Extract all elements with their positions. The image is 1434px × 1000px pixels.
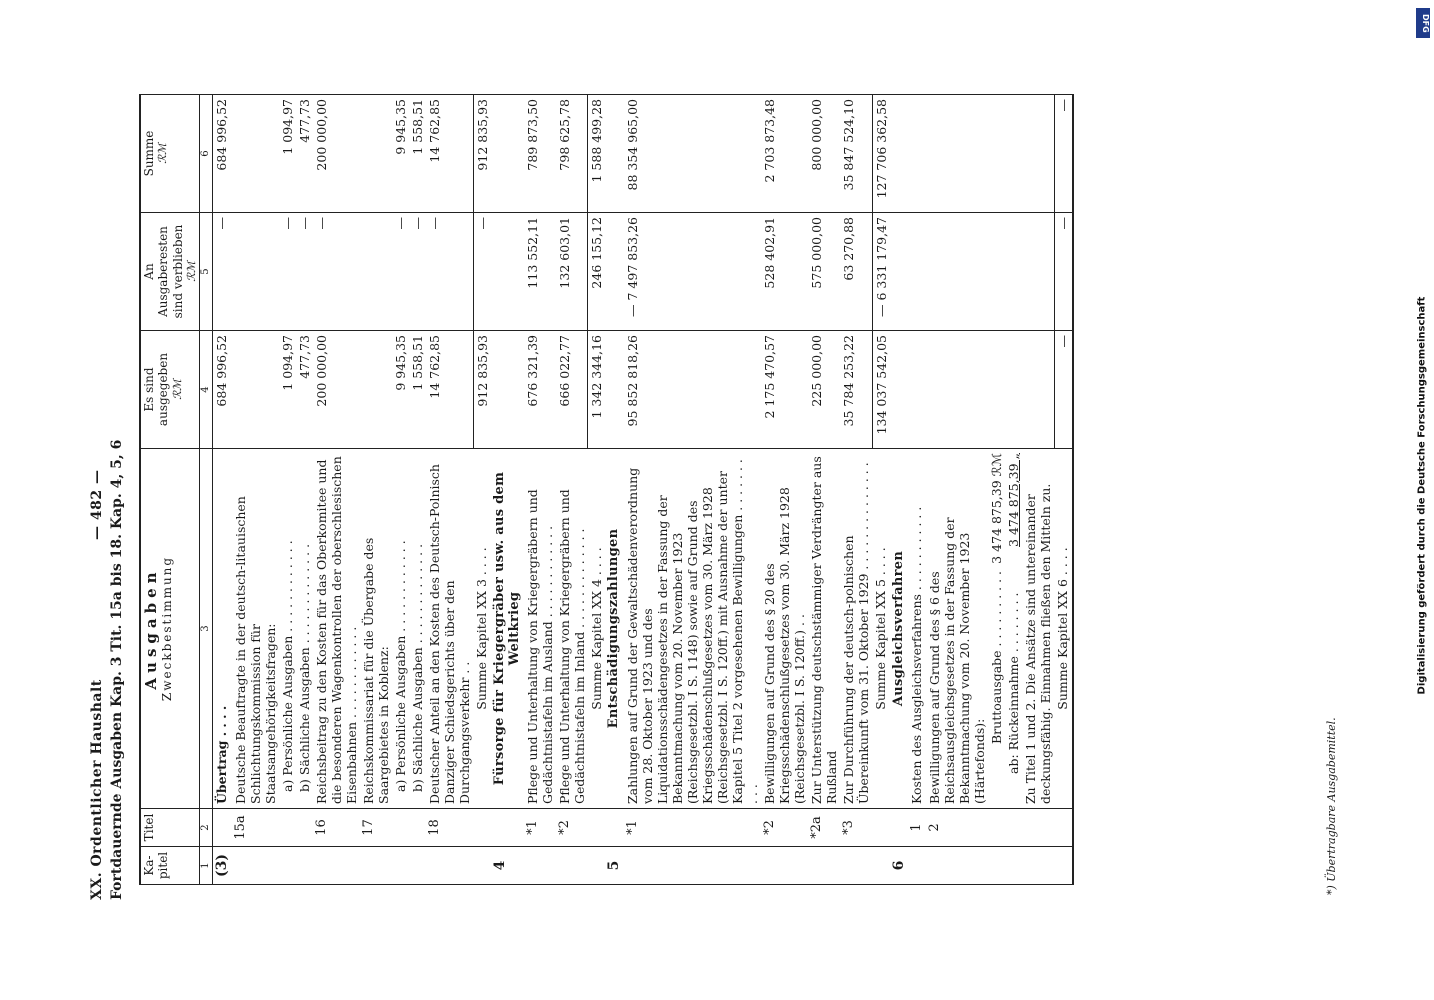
sum-label: Summe Kapitel XX 4 . . . . — [588, 449, 606, 809]
ausgegeben-cell: 477,73 — [296, 331, 313, 449]
summe-cell: 200 000,00 — [313, 95, 360, 213]
rueck-value: 3 474 875,39 „ — [1006, 453, 1022, 547]
titel-cell — [491, 809, 524, 847]
table-row — [232, 95, 279, 885]
summe-cell: 477,73 — [296, 95, 313, 213]
col-num: 5 — [200, 213, 213, 331]
titel-cell: 16 — [313, 809, 360, 847]
kapitel-cell — [360, 847, 392, 885]
table-row — [296, 95, 313, 885]
ausgabereste-cell: — — [473, 213, 491, 331]
ausgabereste-cell: — 6 331 179,47 — [872, 213, 890, 331]
chapter-heading: Entschädigungszahlungen — [605, 449, 624, 809]
rueck-label: ab: Rückeinnahme . . . . . . . . — [1006, 592, 1022, 774]
sum-row — [1054, 95, 1073, 885]
ausgabereste-cell: — — [409, 213, 426, 331]
titel-cell — [473, 809, 491, 847]
summe-cell: 912 835,93 — [473, 95, 491, 213]
kapitel-cell: (3) — [213, 847, 232, 885]
summe-cell: 1 094,97 — [279, 95, 296, 213]
table-row — [808, 95, 840, 885]
ausgegeben-cell — [232, 331, 279, 449]
header-line-2: Fortdauernde Ausgaben Kap. 3 Tit. 15a bis 18. Kap. 4, 5, 6 — [109, 439, 125, 900]
sum-row — [473, 95, 491, 885]
summe-cell: 684 996,52 — [213, 95, 232, 213]
ausgegeben-cell: 912 835,93 — [473, 331, 491, 449]
ausgabereste-cell — [1005, 213, 1022, 331]
ausgabereste-cell — [360, 213, 392, 331]
titel-cell: 17 — [360, 809, 392, 847]
summe-cell — [232, 95, 279, 213]
kapitel-cell — [761, 847, 808, 885]
deckung-note: Zu Titel 1 und 2. Die Ansätze sind untereinander deckungsfähig. Einnahmen fließen den Mitteln zu. — [1022, 449, 1054, 809]
col-num: 4 — [200, 331, 213, 449]
ausgabereste-cell: — 7 497 853,26 — [624, 213, 761, 331]
sum-label: Summe Kapitel XX 3 . . . . — [473, 449, 491, 809]
col-summe-label: Summe — [142, 130, 156, 177]
summe-cell — [926, 95, 988, 213]
kapitel-cell: 6 — [890, 847, 909, 885]
summe-cell: 88 354 965,00 — [624, 95, 761, 213]
titel-cell: *2 — [761, 809, 808, 847]
ausgegeben-cell: 200 000,00 — [313, 331, 360, 449]
titel-cell — [279, 809, 296, 847]
table-row — [524, 95, 556, 885]
ausgabereste-cell: 528 402,91 — [761, 213, 808, 331]
chapter-heading-row — [890, 95, 909, 885]
kapitel-cell — [808, 847, 840, 885]
titel-cell — [409, 809, 426, 847]
kapitel-cell — [279, 847, 296, 885]
rueck-cell — [1005, 449, 1022, 809]
side-credit — [1412, 10, 1432, 990]
ausgegeben-cell: 1 094,97 — [279, 331, 296, 449]
header-line-1 — [89, 100, 106, 900]
ausgabereste-cell: — — [213, 213, 232, 331]
brutto-label: Bruttoausgabe . . . . . . . . . . — [989, 570, 1005, 744]
col-ausgegeben-unit: ℛℳ — [170, 379, 184, 400]
summe-cell — [890, 95, 909, 213]
ausgabereste-cell: 246 155,12 — [588, 213, 606, 331]
table-row — [213, 95, 232, 885]
titel-cell — [872, 809, 890, 847]
kapitel-cell — [926, 847, 988, 885]
ausgabereste-cell — [988, 213, 1005, 331]
titel-cell: *2 — [556, 809, 588, 847]
table-row — [279, 95, 296, 885]
table-row — [556, 95, 588, 885]
ausgegeben-cell — [1005, 331, 1022, 449]
kapitel-cell — [840, 847, 872, 885]
summe-cell — [605, 95, 624, 213]
summe-cell: 9 945,35 — [392, 95, 409, 213]
description-cell: a) Persönliche Ausgaben . . . . . . . . . . . . — [392, 449, 409, 809]
table-row — [360, 95, 392, 885]
summe-cell: 1 558,51 — [409, 95, 426, 213]
description-cell: Bewilligungen auf Grund des § 20 des Kriegsschädenschlußgesetzes vom 30. März 1928 (Reichsgesetzbl. I S. 120ff.) . . — [761, 449, 808, 809]
rueck-row — [1005, 95, 1022, 885]
titel-cell — [213, 809, 232, 847]
summe-cell — [908, 95, 926, 213]
ausgabereste-cell: — — [426, 213, 473, 331]
summe-cell: 14 762,85 — [426, 95, 473, 213]
footnote: *) Übertragbare Ausgabemittel. — [1325, 717, 1338, 895]
kapitel-cell: 4 — [491, 847, 524, 885]
table-row — [409, 95, 426, 885]
kapitel-cell — [409, 847, 426, 885]
note-row — [1022, 95, 1054, 885]
table-row — [840, 95, 872, 885]
titel-cell — [605, 809, 624, 847]
kapitel-cell — [1054, 847, 1073, 885]
col-ausgegeben-label: Es sind ausgegeben — [142, 352, 171, 427]
kapitel-cell — [588, 847, 606, 885]
sum-row — [588, 95, 606, 885]
table-row — [624, 95, 761, 885]
kapitel-cell — [872, 847, 890, 885]
description-cell: Zur Durchführung der deutsch-polnischen Übereinkunft vom 31. Oktober 1929 . . . . . . . . . . . . . . — [840, 449, 872, 809]
titel-cell: *3 — [840, 809, 872, 847]
titel-cell — [890, 809, 909, 847]
chapter-heading: Ausgleichsverfahren — [890, 449, 909, 809]
kapitel-cell — [908, 847, 926, 885]
titel-cell: *1 — [524, 809, 556, 847]
table-row — [761, 95, 808, 885]
col-ausgegeben — [140, 331, 200, 449]
description-cell: Deutsche Beauftragte in der deutsch-litauischen Schlichtungskommission für Staatsangehörigkeitsfragen: — [232, 449, 279, 809]
ausgegeben-cell: 684 996,52 — [213, 331, 232, 449]
ausgabereste-cell — [232, 213, 279, 331]
chapter-heading-row — [491, 95, 524, 885]
col-num: 3 — [200, 449, 213, 809]
summe-cell — [1022, 95, 1054, 213]
kapitel-cell — [473, 847, 491, 885]
ausgegeben-cell: 676 321,39 — [524, 331, 556, 449]
ausgabereste-cell: 132 603,01 — [556, 213, 588, 331]
summe-cell: 789 873,50 — [524, 95, 556, 213]
ausgegeben-cell: 35 784 253,22 — [840, 331, 872, 449]
ausgegeben-cell: 2 175 470,57 — [761, 331, 808, 449]
col-num: 6 — [200, 95, 213, 213]
col-kapitel: Ka-pitel — [140, 847, 200, 885]
titel-cell: 1 — [908, 809, 926, 847]
table-row — [926, 95, 988, 885]
col-summe — [140, 95, 200, 213]
summe-cell — [1005, 95, 1022, 213]
summe-cell: 127 706 362,58 — [872, 95, 890, 213]
description-cell: a) Persönliche Ausgaben . . . . . . . . . . . . — [279, 449, 296, 809]
table-row — [313, 95, 360, 885]
ausgabereste-cell — [926, 213, 988, 331]
ausgegeben-cell: 95 852 818,26 — [624, 331, 761, 449]
ausgabereste-cell: — — [313, 213, 360, 331]
ausgegeben-cell — [360, 331, 392, 449]
ausgegeben-cell: 9 945,35 — [392, 331, 409, 449]
col-titel: Titel — [140, 809, 200, 847]
description-cell: Pflege und Unterhaltung von Kriegergräbern und Gedächtnistafeln im Ausland . . . . . . . . . . . . — [524, 449, 556, 809]
chapter-heading-row — [605, 95, 624, 885]
summe-cell: 800 000,00 — [808, 95, 840, 213]
titel-cell: *1 — [624, 809, 761, 847]
ausgegeben-cell — [491, 331, 524, 449]
ausgabereste-cell: — — [1054, 213, 1073, 331]
ausgegeben-cell: 1 558,51 — [409, 331, 426, 449]
ausgabereste-cell — [908, 213, 926, 331]
budget-table — [139, 94, 1074, 885]
ausgegeben-cell — [988, 331, 1005, 449]
kapitel-cell — [556, 847, 588, 885]
description-cell: Zur Unterstützung deutschstämmiger Verdrängter aus Rußland — [808, 449, 840, 809]
ausgegeben-cell: 14 762,85 — [426, 331, 473, 449]
ausgegeben-cell: 134 037 542,05 — [872, 331, 890, 449]
col-ausgabereste-label: An Ausgaberesten sind verblieben — [142, 224, 185, 319]
col-summe-unit: ℛℳ — [156, 143, 170, 164]
kapitel-cell — [1022, 847, 1054, 885]
col-num: 1 — [200, 847, 213, 885]
table-row — [426, 95, 473, 885]
page-number: — 482 — — [89, 469, 105, 540]
summe-cell: — — [1054, 95, 1073, 213]
titel-cell: 18 — [426, 809, 473, 847]
dfg-logo: DFG — [1416, 8, 1430, 38]
ausgabereste-cell — [605, 213, 624, 331]
ausgabereste-cell: — — [392, 213, 409, 331]
kapitel-cell — [624, 847, 761, 885]
col-ausgaben — [140, 449, 200, 809]
ausgegeben-cell — [605, 331, 624, 449]
chapter-heading: Fürsorge für Kriegergräber usw. aus dem Weltkrieg — [491, 449, 524, 809]
brutto-value: 3 474 875,39 ℛℳ — [989, 453, 1005, 564]
kapitel-cell — [988, 847, 1005, 885]
col-num: 2 — [200, 809, 213, 847]
kapitel-cell — [392, 847, 409, 885]
table-row — [908, 95, 926, 885]
description-cell: Reichskommissariat für die Übergabe des Saargebietes in Koblenz: — [360, 449, 392, 809]
sum-label: Summe Kapitel XX 5 . . . . — [872, 449, 890, 809]
description-cell: Pflege und Unterhaltung von Kriegergräbern und Gedächtnistafeln im Inland . . . . . . . . . . . . . — [556, 449, 588, 809]
ausgegeben-cell: 666 022,77 — [556, 331, 588, 449]
titel-cell — [392, 809, 409, 847]
col-ausgabereste-unit: ℛℳ — [185, 261, 199, 282]
description-cell: Reichsbeitrag zu den Kosten für das Oberkomitee und die besonderen Wagenkontrollen der oberschlesischen Eisenbahnen . . . . . . . . . . . . — [313, 449, 360, 809]
description-cell: b) Sächliche Ausgaben . . . . . . . . . . . . . — [409, 449, 426, 809]
brutto-cell — [988, 449, 1005, 809]
summe-cell — [360, 95, 392, 213]
summe-cell: 798 625,78 — [556, 95, 588, 213]
kapitel-cell — [426, 847, 473, 885]
description-cell: Bewilligungen auf Grund des § 6 des Reichsausgleichsgesetzes in der Fassung der Bekanntmachung vom 20. November 1923 (Härtefonds): — [926, 449, 988, 809]
kapitel-cell — [296, 847, 313, 885]
summe-cell: 35 847 524,10 — [840, 95, 872, 213]
table-header-row — [140, 95, 200, 885]
ausgegeben-cell: 225 000,00 — [808, 331, 840, 449]
titel-cell: 15a — [232, 809, 279, 847]
titel-cell — [1022, 809, 1054, 847]
description-cell: Kosten des Ausgleichsverfahrens . . . . . . . . . . . — [908, 449, 926, 809]
description-cell: Zahlungen auf Grund der Gewaltschädenverordnung vom 28. Oktober 1923 und des Liquidationsschädengesetzes in der Fassung der Bekanntmachung vom 20. November 1923 (Reichsgesetzbl. I S. 1148) sowie auf Grund des Kriegsschädenschlußgesetzes vom 30. März 1928 (Reichsgesetzbl. I S. 120ff.) mit Ausnahme der unter Kapitel 5 Titel 2 vorgesehenen Bewilligungen . . . . . . . . . . — [624, 449, 761, 809]
ausgegeben-cell: 1 342 344,16 — [588, 331, 606, 449]
ausgegeben-cell: — — [1054, 331, 1073, 449]
table-row — [392, 95, 409, 885]
brutto-row — [988, 95, 1005, 885]
titel-cell — [296, 809, 313, 847]
column-number-row — [200, 95, 213, 885]
ausgabereste-cell: 575 000,00 — [808, 213, 840, 331]
kapitel-cell — [1005, 847, 1022, 885]
ausgegeben-cell — [908, 331, 926, 449]
kapitel-cell — [313, 847, 360, 885]
ausgegeben-cell — [890, 331, 909, 449]
ausgabereste-cell: — — [279, 213, 296, 331]
kapitel-cell — [524, 847, 556, 885]
titel-cell — [1005, 809, 1022, 847]
ausgabereste-cell: — — [296, 213, 313, 331]
ausgegeben-cell — [1022, 331, 1054, 449]
titel-cell — [1054, 809, 1073, 847]
description-cell: Deutscher Anteil an den Kosten des Deutsch-Polnisch Danziger Schiedsgerichts über den Durchgangsverkehr . . — [426, 449, 473, 809]
sum-row — [872, 95, 890, 885]
description-cell: Übertrag . . . . — [213, 449, 232, 809]
side-credit-text: Digitalisierung gefördert durch die Deutsche Forschungsgemeinschaft — [1416, 296, 1428, 695]
col-ausgaben-title: Ausgaben — [142, 567, 160, 690]
titel-cell — [988, 809, 1005, 847]
summe-cell — [491, 95, 524, 213]
header-section-title: XX. Ordentlicher Haushalt — [89, 679, 105, 900]
sum-label: Summe Kapitel XX 6 . . . . — [1054, 449, 1073, 809]
table-body — [213, 95, 1073, 885]
titel-cell: *2a — [808, 809, 840, 847]
kapitel-cell: 5 — [605, 847, 624, 885]
col-ausgaben-subtitle: Zweckbestimmung — [160, 555, 174, 702]
ausgabereste-cell — [1022, 213, 1054, 331]
ausgabereste-cell — [890, 213, 909, 331]
ausgabereste-cell: 113 552,11 — [524, 213, 556, 331]
summe-cell — [988, 95, 1005, 213]
summe-cell: 2 703 873,48 — [761, 95, 808, 213]
ausgegeben-cell — [926, 331, 988, 449]
description-cell: b) Sächliche Ausgaben . . . . . . . . . . . . . — [296, 449, 313, 809]
summe-cell: 1 588 499,28 — [588, 95, 606, 213]
titel-cell — [588, 809, 606, 847]
kapitel-cell — [232, 847, 279, 885]
titel-cell: 2 — [926, 809, 988, 847]
ausgabereste-cell — [491, 213, 524, 331]
document-sheet — [67, 60, 1367, 940]
ausgabereste-cell: 63 270,88 — [840, 213, 872, 331]
col-ausgabereste — [140, 213, 200, 331]
